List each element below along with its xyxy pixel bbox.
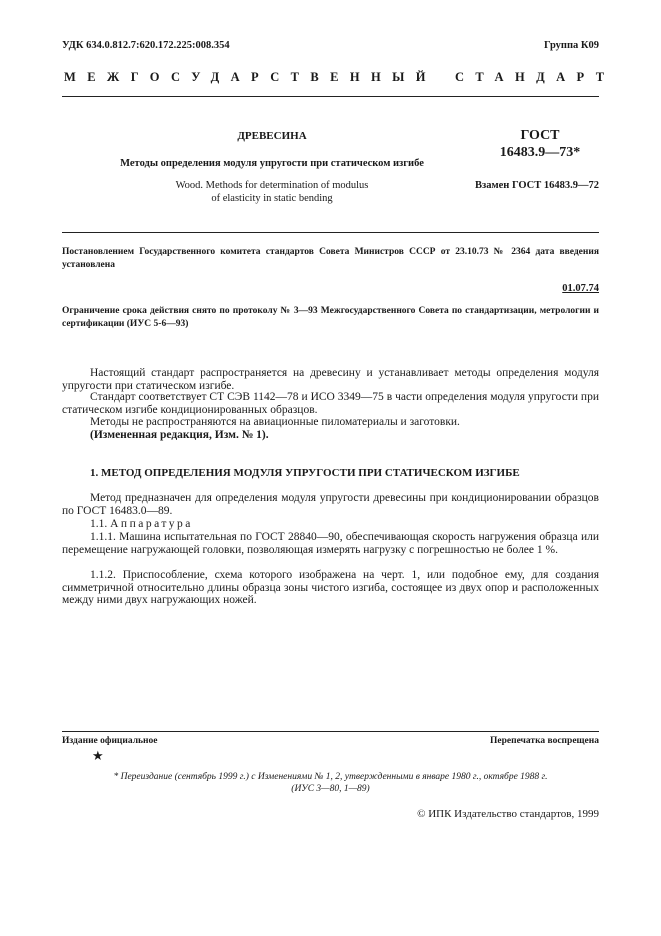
- title-rule: [62, 232, 599, 233]
- clause-1-1-2: 1.1.2. Приспособление, схема которого изображена на черт. 1, или подобное ему, для создания симметричной относительно длины образца зоны чистого изгиба, состоящее из двух опор и расположенных между ними двух нагружающих ножей.: [62, 569, 599, 606]
- decree-text: Постановлением Государственного комитета стандартов Совета Министров СССР от 23.10.73 № 2364 дата введения установлена: [62, 247, 599, 270]
- intro-paragraph-1: Настоящий стандарт распространяется на древесину и устанавливает методы определения модуля упругости при статическом изгибе.: [62, 367, 599, 392]
- clause-1-1-1: 1.1.1. Машина испытательная по ГОСТ 28840—90, обеспечивающая скорость нагружения образца или перемещение нагружающей головки, позволяющая измерять нагрузку с погрешностью не более 1 %.: [62, 531, 599, 556]
- page-subtitle: Методы определения модуля упругости при статическом изгибе: [120, 158, 424, 169]
- reissue-note-line1: * Переиздание (сентябрь 1999 г.) с Изменениями № 1, 2, утвержденными в январе 1980 г., октябре 1988 г.: [113, 772, 548, 782]
- edition-label: Издание официальное: [62, 736, 158, 746]
- footer-rule: [62, 731, 599, 732]
- gost-label: ГОСТ: [520, 128, 560, 143]
- banner-left: МЕЖГОСУДАРСТВЕННЫЙ: [64, 70, 437, 84]
- reprint-notice: Перепечатка воспрещена: [489, 736, 599, 746]
- banner-right: СТАНДАРТ: [455, 70, 616, 84]
- subsection-1-1-title: Аппаратура: [110, 518, 193, 530]
- section-1-paragraph-1: Метод предназначен для определения модуля упругости древесины при кондиционировании образцов по ГОСТ 16483.0—89.: [62, 492, 599, 517]
- banner-rule: [62, 96, 599, 97]
- english-title-line1: Wood. Methods for determination of modulus: [175, 180, 369, 191]
- group-code: Группа К09: [543, 40, 599, 51]
- english-title-line2: of elasticity in static bending: [211, 193, 333, 204]
- section-1-heading: 1. МЕТОД ОПРЕДЕЛЕНИЯ МОДУЛЯ УПРУГОСТИ ПРИ СТАТИЧЕСКОМ ИЗГИБЕ: [90, 467, 520, 479]
- copyright: © ИПК Издательство стандартов, 1999: [417, 808, 599, 820]
- intro-paragraph-3: Методы не распространяются на авиационные пиломатериалы и заготовки.: [90, 416, 460, 428]
- subsection-1-1: [90, 518, 193, 531]
- intro-paragraph-2: Стандарт соответствует СТ СЭВ 1142—78 и ИСО 3349—75 в части определения модуля упругости при статическом изгибе кондиционированных образцов.: [62, 391, 599, 416]
- page-title: ДРЕВЕСИНА: [237, 130, 307, 142]
- introduction-date: 01.07.74: [562, 283, 599, 294]
- intro-amendment-note: (Измененная редакция, Изм. № 1).: [90, 429, 269, 441]
- udk-code: УДК 634.0.812.7:620.172.225:008.354: [62, 40, 230, 51]
- reissue-note-line2: (ИУС 3—80, 1—89): [291, 784, 370, 794]
- star-icon: ★: [92, 748, 104, 763]
- limitation-note: Ограничение срока действия снято по протоколу № 3—93 Межгосударственного Совета по стандартизации, метрологии и сертификации (ИУС 5-6—93): [62, 306, 599, 329]
- gost-number: 16483.9—73*: [499, 145, 581, 160]
- subsection-1-1-number: 1.1.: [90, 518, 108, 530]
- replaces-note: Взамен ГОСТ 16483.9—72: [474, 180, 599, 191]
